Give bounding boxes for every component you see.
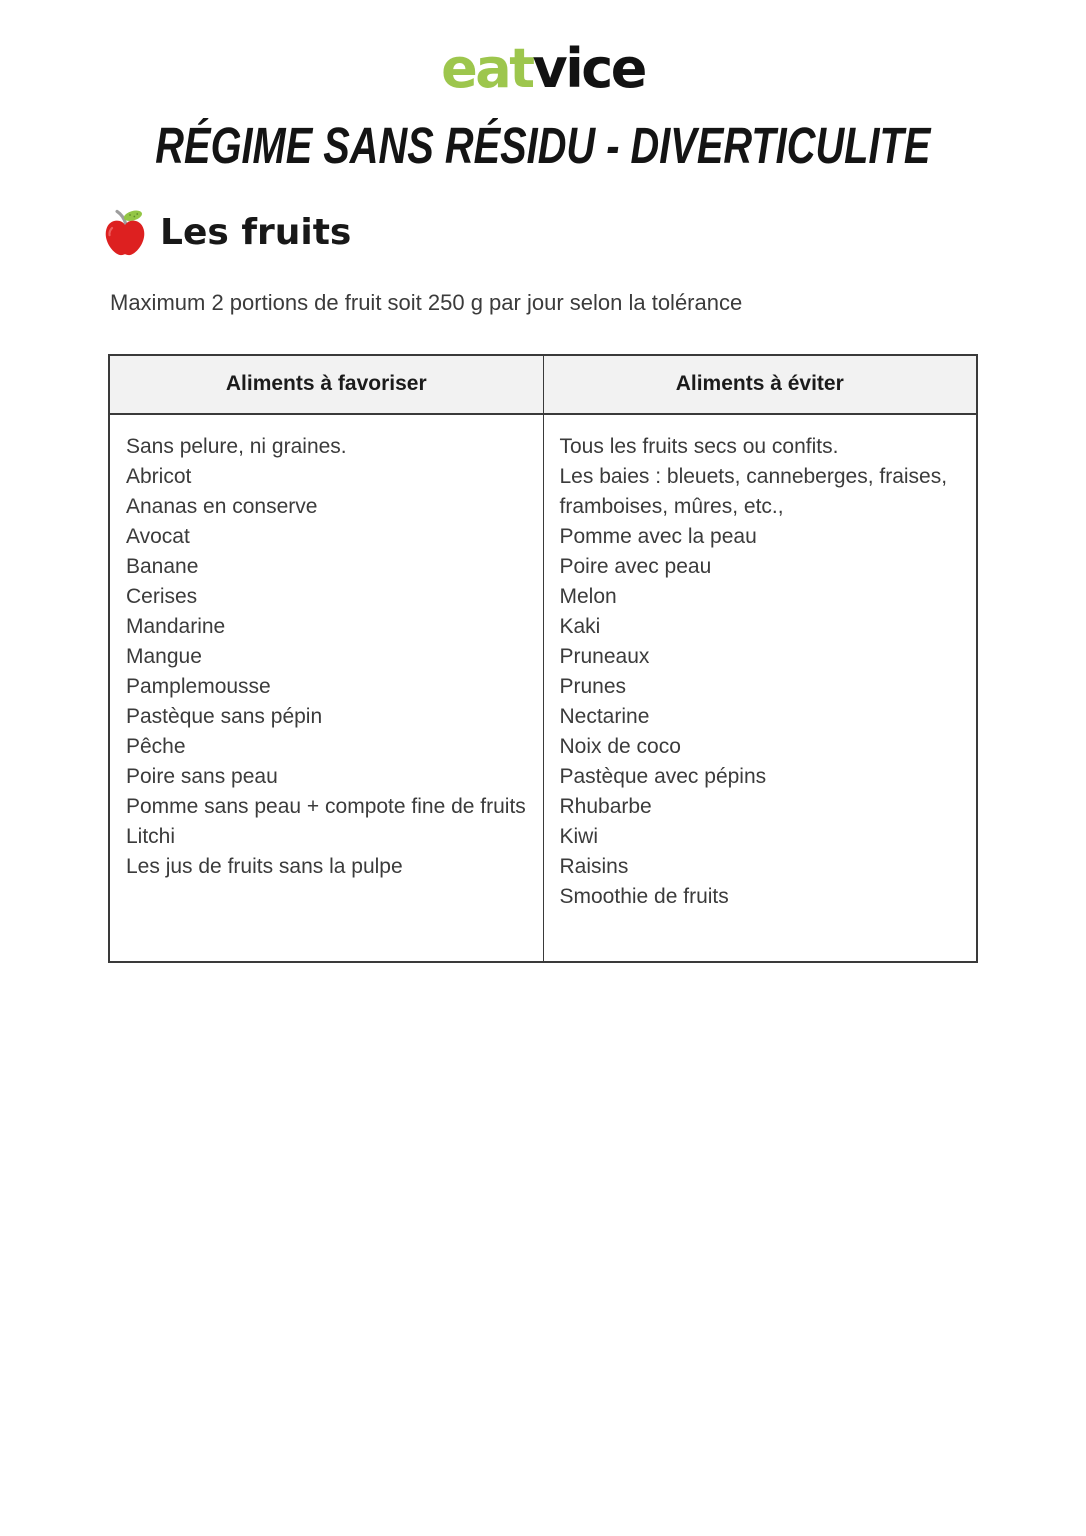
section-subtitle: Maximum 2 portions de fruit soit 250 g par jour selon la tolérance xyxy=(110,290,743,315)
food-item: Noix de coco xyxy=(559,734,681,758)
food-item: Mandarine xyxy=(126,614,226,638)
table-header-row xyxy=(109,355,977,414)
food-item: Abricot xyxy=(126,464,192,488)
column-header-favoriser: Aliments à favoriser xyxy=(109,355,543,414)
food-item: Kiwi xyxy=(559,824,599,848)
food-item: Smoothie de fruits xyxy=(559,884,729,908)
eviter-list xyxy=(560,432,961,915)
food-item: Pamplemousse xyxy=(126,674,271,698)
food-item: Cerises xyxy=(126,584,198,608)
cell-favoriser xyxy=(109,414,543,962)
food-item: Poire sans peau xyxy=(126,764,278,788)
logo-text-vice: vice xyxy=(532,37,645,100)
food-item: Les jus de fruits sans la pulpe xyxy=(126,854,403,878)
favoriser-list xyxy=(126,432,527,915)
page-title xyxy=(0,117,1086,174)
table-body-row xyxy=(109,414,977,962)
food-item: Litchi xyxy=(126,824,176,848)
logo-text-eat: eat xyxy=(441,37,533,100)
page-title-text: RÉGIME SANS RÉSIDU - DIVERTICULITE xyxy=(155,117,931,174)
column-header-eviter: Aliments à éviter xyxy=(543,355,977,414)
food-item: Mangue xyxy=(126,644,202,668)
food-item: Banane xyxy=(126,554,199,578)
food-table xyxy=(108,354,978,963)
food-item: Kaki xyxy=(559,614,601,638)
logo xyxy=(0,0,1086,100)
cell-eviter xyxy=(543,414,977,962)
food-item: Pastèque avec pépins xyxy=(559,764,767,788)
food-item: Sans pelure, ni graines. xyxy=(126,434,347,458)
food-item: Tous les fruits secs ou confits. xyxy=(559,434,839,458)
food-item: Prunes xyxy=(559,674,627,698)
food-item: Pomme avec la peau xyxy=(559,524,757,548)
food-item: Les baies : bleuets, canneberges, fraises, framboises, mûres, etc., xyxy=(559,464,948,518)
food-item: Ananas en conserve xyxy=(126,494,318,518)
food-item: Raisins xyxy=(559,854,629,878)
food-item: Avocat xyxy=(126,524,190,548)
food-item: Nectarine xyxy=(559,704,650,728)
food-item: Pruneaux xyxy=(559,644,650,668)
food-item: Poire avec peau xyxy=(559,554,712,578)
food-item: Pêche xyxy=(126,734,186,758)
food-item: Pastèque sans pépin xyxy=(126,704,323,728)
apple-icon xyxy=(102,209,148,257)
section-heading xyxy=(102,209,1086,257)
food-item: Melon xyxy=(559,584,617,608)
food-item: Pomme sans peau + compote fine de fruits xyxy=(126,794,526,818)
food-item: Rhubarbe xyxy=(559,794,652,818)
section-title: Les fruits xyxy=(160,212,352,254)
